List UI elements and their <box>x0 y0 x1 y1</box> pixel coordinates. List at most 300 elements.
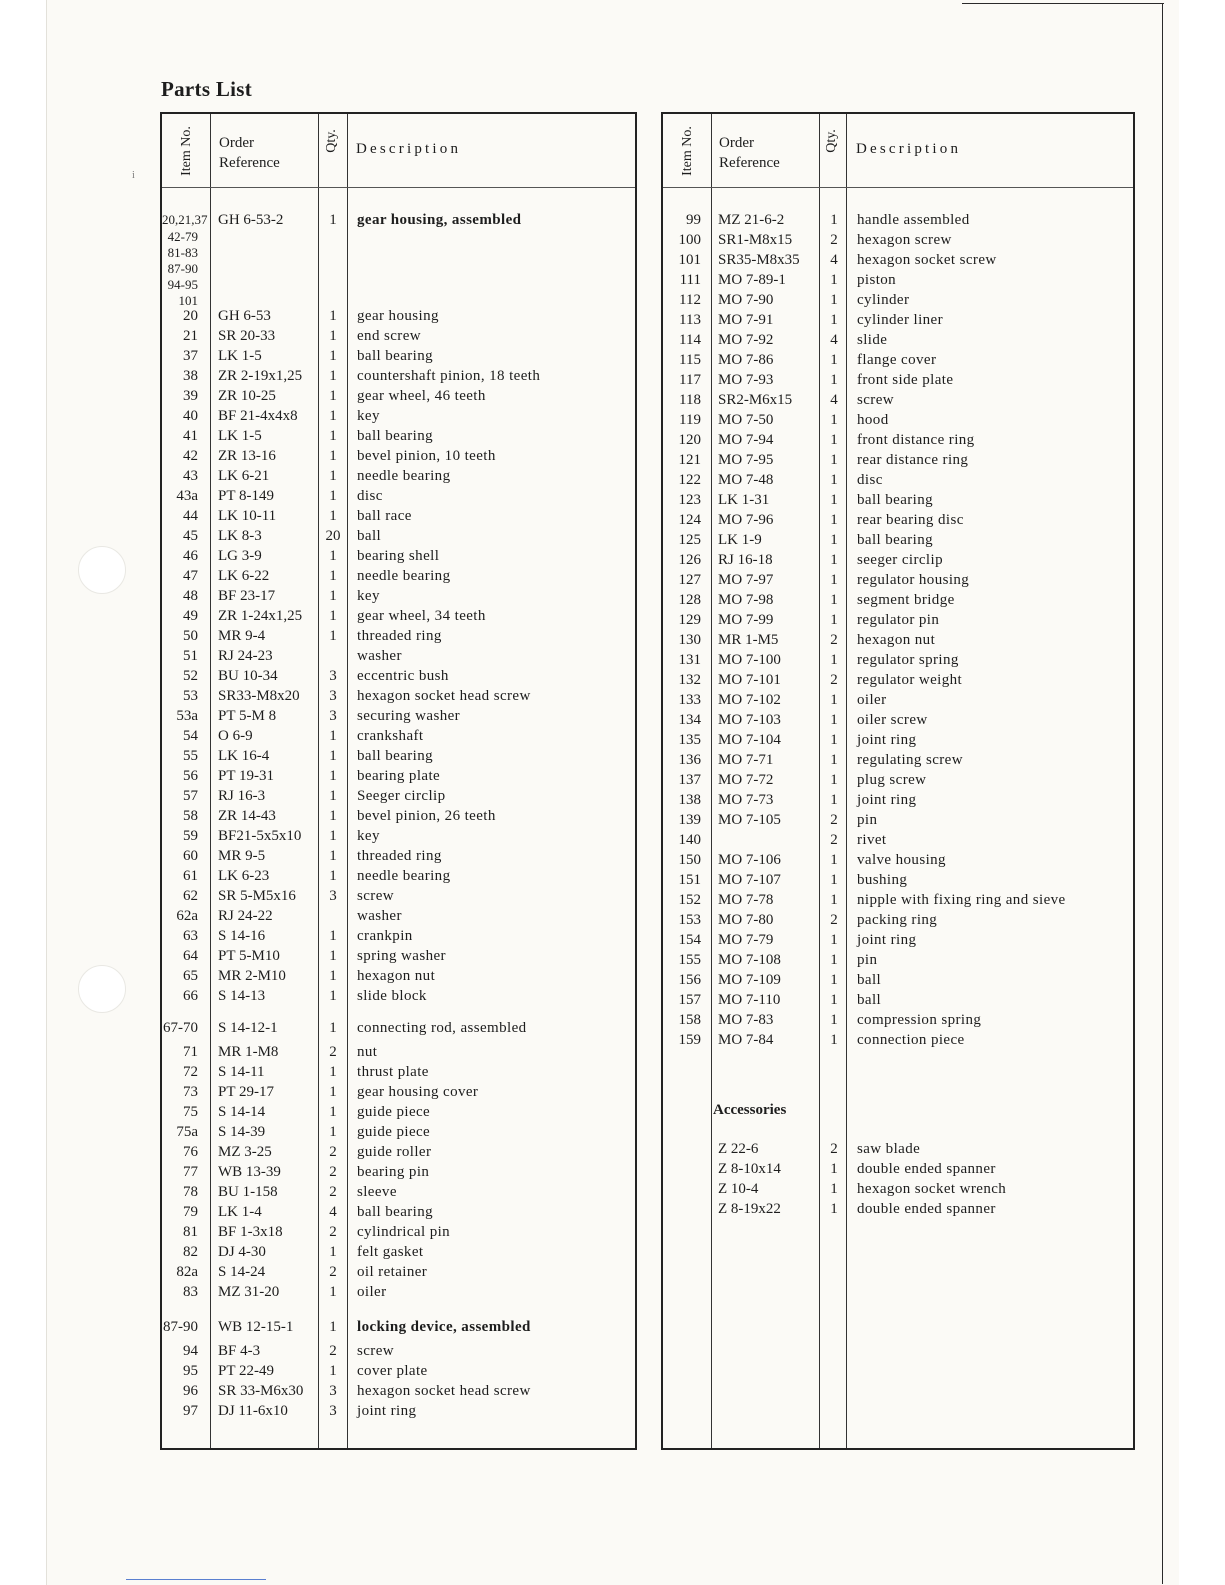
item-no-cell: 120 <box>678 432 701 448</box>
item-no-cell: 57 <box>183 788 198 804</box>
qty-cell: 1 <box>329 508 337 524</box>
qty-cell: 1 <box>329 1020 337 1036</box>
order-reference-cell: SR2-M6x15 <box>718 392 793 408</box>
order-reference-cell: LK 10-11 <box>218 508 277 524</box>
order-reference-cell: LK 8-3 <box>218 528 262 544</box>
description-cell: hexagon nut <box>857 632 936 648</box>
description-cell: ball race <box>357 508 412 524</box>
order-reference-cell: RJ 16-3 <box>218 788 266 804</box>
item-no-cell: 46 <box>183 548 198 564</box>
order-reference-cell: MO 7-103 <box>718 712 781 728</box>
order-reference-cell: LK 1-5 <box>218 428 262 444</box>
item-no-cell: 122 <box>678 472 701 488</box>
order-reference-cell: ZR 2-19x1,25 <box>218 368 303 384</box>
qty-cell: 20 <box>325 528 341 544</box>
item-no-cell: 42 <box>183 448 198 464</box>
order-reference-cell: MO 7-104 <box>718 732 781 748</box>
header-item-no: Item No. <box>179 126 194 176</box>
description-cell: screw <box>857 392 894 408</box>
description-cell: piston <box>857 272 897 288</box>
item-no-cell: 20,21,37 <box>162 212 208 227</box>
qty-cell: 1 <box>830 492 838 508</box>
description-cell: gear housing <box>357 308 439 324</box>
order-reference-cell: LK 6-21 <box>218 468 270 484</box>
qty-cell: 2 <box>329 1264 337 1280</box>
qty-cell: 1 <box>830 1201 838 1217</box>
qty-cell: 1 <box>329 588 337 604</box>
description-cell: rear distance ring <box>857 452 969 468</box>
item-no-cell: 38 <box>183 368 198 384</box>
description-cell: hexagon socket head screw <box>357 688 531 704</box>
qty-cell: 1 <box>830 352 838 368</box>
qty-cell: 2 <box>830 632 838 648</box>
qty-cell: 1 <box>329 788 337 804</box>
order-reference-cell: DJ 11-6x10 <box>218 1403 288 1419</box>
item-no-cell: 72 <box>183 1064 198 1080</box>
qty-cell: 2 <box>329 1224 337 1240</box>
qty-cell: 1 <box>830 292 838 308</box>
qty-cell: 1 <box>830 952 838 968</box>
qty-cell: 4 <box>329 1204 337 1220</box>
header-rule <box>162 187 635 188</box>
description-cell: thrust plate <box>357 1064 429 1080</box>
order-reference-cell: MR 1-M8 <box>218 1044 279 1060</box>
qty-cell: 3 <box>329 688 337 704</box>
order-reference-cell: SR 33-M6x30 <box>218 1383 304 1399</box>
item-no-cell: 117 <box>679 372 701 388</box>
description-cell: double ended spanner <box>857 1201 996 1217</box>
item-no-cell: 45 <box>183 528 198 544</box>
qty-cell: 1 <box>329 348 337 364</box>
order-reference-cell: MO 7-83 <box>718 1012 774 1028</box>
description-cell: hexagon nut <box>357 968 436 984</box>
description-cell: regulator spring <box>857 652 959 668</box>
order-reference-cell: GH 6-53-2 <box>218 212 284 228</box>
qty-cell: 2 <box>830 672 838 688</box>
item-no-cell: 96 <box>183 1383 198 1399</box>
order-reference-cell: MO 7-92 <box>718 332 774 348</box>
item-no-cell: 136 <box>678 752 701 768</box>
qty-cell: 1 <box>830 972 838 988</box>
item-no-cell: 52 <box>183 668 198 684</box>
description-cell: guide roller <box>357 1144 432 1160</box>
description-cell: sleeve <box>357 1184 397 1200</box>
column-divider <box>210 114 211 1448</box>
qty-cell: 1 <box>830 212 838 228</box>
description-cell: key <box>357 408 380 424</box>
order-reference-cell: S 14-13 <box>218 988 266 1004</box>
order-reference-cell: Z 22-6 <box>718 1141 759 1157</box>
item-no-cell: 131 <box>678 652 701 668</box>
description-cell: regulator pin <box>857 612 940 628</box>
description-cell: flange cover <box>857 352 937 368</box>
item-no-cell: 62 <box>183 888 198 904</box>
qty-cell: 2 <box>329 1343 337 1359</box>
qty-cell: 1 <box>329 548 337 564</box>
item-no-cell: 49 <box>183 608 198 624</box>
description-cell: ball bearing <box>357 428 434 444</box>
description-cell: regulating screw <box>857 752 963 768</box>
description-cell: spring washer <box>357 948 446 964</box>
description-cell: joint ring <box>857 932 917 948</box>
description-cell: cylinder <box>857 292 910 308</box>
qty-cell: 1 <box>830 1181 838 1197</box>
description-cell: cover plate <box>357 1363 428 1379</box>
qty-cell: 2 <box>830 832 838 848</box>
description-cell: threaded ring <box>357 628 442 644</box>
qty-cell: 1 <box>329 308 337 324</box>
description-cell: cylinder liner <box>857 312 943 328</box>
order-reference-cell: PT 19-31 <box>218 768 274 784</box>
description-cell: regulator weight <box>857 672 963 688</box>
description-cell: needle bearing <box>357 568 451 584</box>
qty-cell: 1 <box>830 692 838 708</box>
description-cell: bearing pin <box>357 1164 430 1180</box>
item-no-cell: 63 <box>183 928 198 944</box>
order-reference-cell: MR 9-4 <box>218 628 266 644</box>
item-no-cell: 119 <box>679 412 701 428</box>
qty-cell: 1 <box>329 448 337 464</box>
description-cell: joint ring <box>857 792 917 808</box>
qty-cell: 1 <box>830 312 838 328</box>
order-reference-cell: Z 8-10x14 <box>718 1161 781 1177</box>
order-reference-cell: MO 7-99 <box>718 612 774 628</box>
description-cell: washer <box>357 648 402 664</box>
qty-cell: 1 <box>830 1012 838 1028</box>
description-cell: ball bearing <box>357 1204 434 1220</box>
order-reference-cell: MO 7-105 <box>718 812 781 828</box>
description-cell: nipple with fixing ring and sieve <box>857 892 1066 908</box>
description-cell: securing washer <box>357 708 461 724</box>
item-no-cell: 21 <box>183 328 198 344</box>
order-reference-cell: SR33-M8x20 <box>218 688 300 704</box>
item-no-cell: 94-95 <box>167 277 198 292</box>
description-cell: screw <box>357 1343 394 1359</box>
description-cell: cylindrical pin <box>357 1224 451 1240</box>
qty-cell: 1 <box>329 608 337 624</box>
order-reference-cell: PT 8-149 <box>218 488 274 504</box>
description-cell: hood <box>857 412 889 428</box>
qty-cell: 1 <box>329 1104 337 1120</box>
item-no-cell: 138 <box>678 792 701 808</box>
description-cell: key <box>357 588 380 604</box>
order-reference-cell: SR 20-33 <box>218 328 276 344</box>
description-cell: slide <box>857 332 888 348</box>
qty-cell: 1 <box>830 732 838 748</box>
description-cell: valve housing <box>857 852 946 868</box>
page-title: Parts List <box>161 77 253 101</box>
description-cell: eccentric bush <box>357 668 449 684</box>
qty-cell: 3 <box>329 708 337 724</box>
punch-hole-lower <box>78 965 126 1013</box>
qty-cell: 1 <box>830 532 838 548</box>
order-reference-cell: SR 5-M5x16 <box>218 888 296 904</box>
order-reference-cell: S 14-14 <box>218 1104 266 1120</box>
qty-cell: 1 <box>329 828 337 844</box>
qty-cell: 1 <box>329 388 337 404</box>
item-no-cell: 135 <box>678 732 701 748</box>
item-no-cell: 118 <box>679 392 701 408</box>
qty-cell: 1 <box>329 748 337 764</box>
order-reference-cell: BF21-5x5x10 <box>218 828 302 844</box>
qty-cell: 1 <box>329 868 337 884</box>
description-cell: front side plate <box>857 372 954 388</box>
item-no-cell: 81 <box>183 1224 198 1240</box>
qty-cell: 1 <box>830 772 838 788</box>
item-no-cell: 75a <box>176 1124 198 1140</box>
item-no-cell: 152 <box>678 892 701 908</box>
qty-cell: 1 <box>830 432 838 448</box>
footer-line <box>126 1579 266 1580</box>
qty-cell: 1 <box>329 408 337 424</box>
item-no-cell: 53 <box>183 688 198 704</box>
qty-cell: 1 <box>830 872 838 888</box>
item-no-cell: 76 <box>183 1144 198 1160</box>
header-order-reference: Order Reference <box>719 135 780 171</box>
qty-cell: 1 <box>830 592 838 608</box>
order-reference-cell: MO 7-86 <box>718 352 774 368</box>
item-no-cell: 112 <box>679 292 701 308</box>
qty-cell: 1 <box>329 212 337 228</box>
description-cell: needle bearing <box>357 868 451 884</box>
item-no-cell: 157 <box>678 992 701 1008</box>
order-reference-cell: Z 8-19x22 <box>718 1201 781 1217</box>
qty-cell: 1 <box>830 792 838 808</box>
qty-cell: 1 <box>329 1084 337 1100</box>
description-cell: crankpin <box>357 928 413 944</box>
item-no-cell: 64 <box>183 948 198 964</box>
order-reference-cell: S 14-12-1 <box>218 1020 278 1036</box>
item-no-cell: 83 <box>183 1284 198 1300</box>
order-reference-cell: S 14-16 <box>218 928 266 944</box>
item-no-cell: 99 <box>686 212 701 228</box>
description-cell: double ended spanner <box>857 1161 996 1177</box>
order-reference-cell: MO 7-107 <box>718 872 781 888</box>
order-reference-cell: GH 6-53 <box>218 308 271 324</box>
order-reference-cell: Z 10-4 <box>718 1181 759 1197</box>
order-reference-cell: RJ 24-23 <box>218 648 273 664</box>
item-no-cell: 77 <box>183 1164 198 1180</box>
item-no-cell: 67-70 <box>163 1020 198 1036</box>
qty-cell: 1 <box>329 488 337 504</box>
description-cell: key <box>357 828 380 844</box>
order-reference-cell: PT 5-M10 <box>218 948 280 964</box>
order-reference-cell: MO 7-109 <box>718 972 781 988</box>
item-no-cell: 155 <box>678 952 701 968</box>
item-no-cell: 129 <box>678 612 701 628</box>
order-reference-cell: LK 6-22 <box>218 568 270 584</box>
description-cell: end screw <box>357 328 421 344</box>
item-no-cell: 71 <box>183 1044 198 1060</box>
description-cell: oiler <box>857 692 887 708</box>
qty-cell: 1 <box>329 1064 337 1080</box>
qty-cell: 1 <box>830 892 838 908</box>
item-no-cell: 114 <box>679 332 701 348</box>
order-reference-cell: MO 7-95 <box>718 452 774 468</box>
header-description: Description <box>856 141 962 157</box>
description-cell: bushing <box>857 872 908 888</box>
item-no-cell: 127 <box>678 572 701 588</box>
item-no-cell: 58 <box>183 808 198 824</box>
description-cell: Seeger circlip <box>357 788 446 804</box>
order-reference-cell: MO 7-89-1 <box>718 272 786 288</box>
qty-cell: 1 <box>329 808 337 824</box>
qty-cell: 1 <box>329 368 337 384</box>
order-reference-cell: ZR 14-43 <box>218 808 276 824</box>
qty-cell: 2 <box>329 1144 337 1160</box>
description-cell: connection piece <box>857 1032 965 1048</box>
item-no-cell: 133 <box>678 692 701 708</box>
qty-cell: 1 <box>329 948 337 964</box>
description-cell: ball <box>857 972 882 988</box>
item-no-cell: 97 <box>183 1403 198 1419</box>
item-no-cell: 78 <box>183 1184 198 1200</box>
item-no-cell: 39 <box>183 388 198 404</box>
order-reference-cell: MO 7-90 <box>718 292 774 308</box>
description-cell: rivet <box>857 832 887 848</box>
qty-cell: 1 <box>830 712 838 728</box>
qty-cell: 1 <box>329 728 337 744</box>
description-cell: felt gasket <box>357 1244 424 1260</box>
order-reference-cell: MO 7-101 <box>718 672 781 688</box>
item-no-cell: 51 <box>183 648 198 664</box>
order-reference-cell: MO 7-50 <box>718 412 774 428</box>
qty-cell: 1 <box>830 612 838 628</box>
order-reference-cell: MZ 31-20 <box>218 1284 280 1300</box>
qty-cell: 1 <box>329 328 337 344</box>
item-no-cell: 95 <box>183 1363 198 1379</box>
item-no-cell: 55 <box>183 748 198 764</box>
order-reference-cell: PT 29-17 <box>218 1084 274 1100</box>
item-no-cell: 124 <box>678 512 701 528</box>
item-no-cell: 75 <box>183 1104 198 1120</box>
description-cell: connecting rod, assembled <box>357 1020 527 1036</box>
description-cell: pin <box>857 812 878 828</box>
description-cell: gear housing cover <box>357 1084 479 1100</box>
order-reference-cell: MO 7-102 <box>718 692 781 708</box>
item-no-cell: 50 <box>183 628 198 644</box>
order-reference-cell: O 6-9 <box>218 728 253 744</box>
qty-cell: 3 <box>329 1383 337 1399</box>
qty-cell: 2 <box>329 1044 337 1060</box>
description-cell: crankshaft <box>357 728 424 744</box>
punch-hole-upper <box>78 546 126 594</box>
item-no-cell: 137 <box>678 772 701 788</box>
description-cell: pin <box>857 952 878 968</box>
description-cell: segment bridge <box>857 592 955 608</box>
description-cell: screw <box>357 888 394 904</box>
item-no-cell: 113 <box>679 312 701 328</box>
description-cell: gear housing, assembled <box>357 212 522 228</box>
description-cell: compression spring <box>857 1012 982 1028</box>
item-no-cell: 42-79 <box>167 229 198 244</box>
qty-cell: 1 <box>830 1032 838 1048</box>
item-no-cell: 125 <box>678 532 701 548</box>
description-cell: handle assembled <box>857 212 970 228</box>
right-edge-line <box>1162 4 1163 1584</box>
order-reference-cell: LK 6-23 <box>218 868 270 884</box>
item-no-cell: 79 <box>183 1204 198 1220</box>
item-no-cell: 139 <box>678 812 701 828</box>
item-no-cell: 56 <box>183 768 198 784</box>
column-divider <box>711 114 712 1448</box>
description-cell: rear bearing disc <box>857 512 964 528</box>
description-cell: threaded ring <box>357 848 442 864</box>
qty-cell: 1 <box>329 628 337 644</box>
order-reference-cell: MR 9-5 <box>218 848 266 864</box>
item-no-cell: 20 <box>183 308 198 324</box>
order-reference-cell: MO 7-106 <box>718 852 781 868</box>
qty-cell: 1 <box>830 1161 838 1177</box>
item-no-cell: 61 <box>183 868 198 884</box>
item-no-cell: 100 <box>678 232 701 248</box>
item-no-cell: 53a <box>176 708 198 724</box>
accessories-heading: Accessories <box>713 1102 787 1118</box>
qty-cell: 3 <box>329 1403 337 1419</box>
description-cell: packing ring <box>857 912 938 928</box>
qty-cell: 2 <box>830 812 838 828</box>
order-reference-cell: MO 7-97 <box>718 572 774 588</box>
qty-cell: 3 <box>329 888 337 904</box>
order-reference-cell: RJ 24-22 <box>218 908 273 924</box>
order-reference-cell: MO 7-108 <box>718 952 781 968</box>
order-reference-cell: MO 7-94 <box>718 432 774 448</box>
order-reference-cell: WB 12-15-1 <box>218 1319 294 1335</box>
qty-cell: 1 <box>329 1244 337 1260</box>
order-reference-cell: MO 7-78 <box>718 892 774 908</box>
item-no-cell: 43 <box>183 468 198 484</box>
order-reference-cell: RJ 16-18 <box>718 552 773 568</box>
order-reference-cell: MO 7-96 <box>718 512 774 528</box>
order-reference-cell: WB 13-39 <box>218 1164 281 1180</box>
qty-cell: 2 <box>830 232 838 248</box>
order-reference-cell: MO 7-73 <box>718 792 774 808</box>
item-no-cell: 60 <box>183 848 198 864</box>
order-reference-cell: MO 7-80 <box>718 912 774 928</box>
order-reference-cell: DJ 4-30 <box>218 1244 266 1260</box>
header-qty: Qty. <box>324 129 339 153</box>
description-cell: gear wheel, 46 teeth <box>357 388 486 404</box>
item-no-cell: 128 <box>678 592 701 608</box>
order-reference-cell: LK 1-5 <box>218 348 262 364</box>
order-reference-cell: MO 7-72 <box>718 772 774 788</box>
description-cell: needle bearing <box>357 468 451 484</box>
header-item-no: Item No. <box>680 126 695 176</box>
qty-cell: 1 <box>830 372 838 388</box>
description-cell: bevel pinion, 26 teeth <box>357 808 496 824</box>
item-no-cell: 132 <box>678 672 701 688</box>
description-cell: ball bearing <box>857 492 934 508</box>
description-cell: guide piece <box>357 1124 431 1140</box>
header-qty: Qty. <box>824 129 839 153</box>
order-reference-cell: BF 23-17 <box>218 588 276 604</box>
order-reference-cell: S 14-39 <box>218 1124 266 1140</box>
item-no-cell: 87-90 <box>163 1319 198 1335</box>
order-reference-cell: S 14-11 <box>218 1064 265 1080</box>
qty-cell: 1 <box>329 1363 337 1379</box>
order-reference-cell: MR 1-M5 <box>718 632 779 648</box>
description-cell: ball bearing <box>357 348 434 364</box>
description-cell: ball <box>857 992 882 1008</box>
description-cell: hexagon socket wrench <box>857 1181 1007 1197</box>
item-no-cell: 140 <box>678 832 701 848</box>
qty-cell: 1 <box>329 968 337 984</box>
order-reference-cell: ZR 1-24x1,25 <box>218 608 303 624</box>
description-cell: bevel pinion, 10 teeth <box>357 448 496 464</box>
qty-cell: 1 <box>830 452 838 468</box>
qty-cell: 2 <box>329 1164 337 1180</box>
order-reference-cell: MO 7-48 <box>718 472 774 488</box>
